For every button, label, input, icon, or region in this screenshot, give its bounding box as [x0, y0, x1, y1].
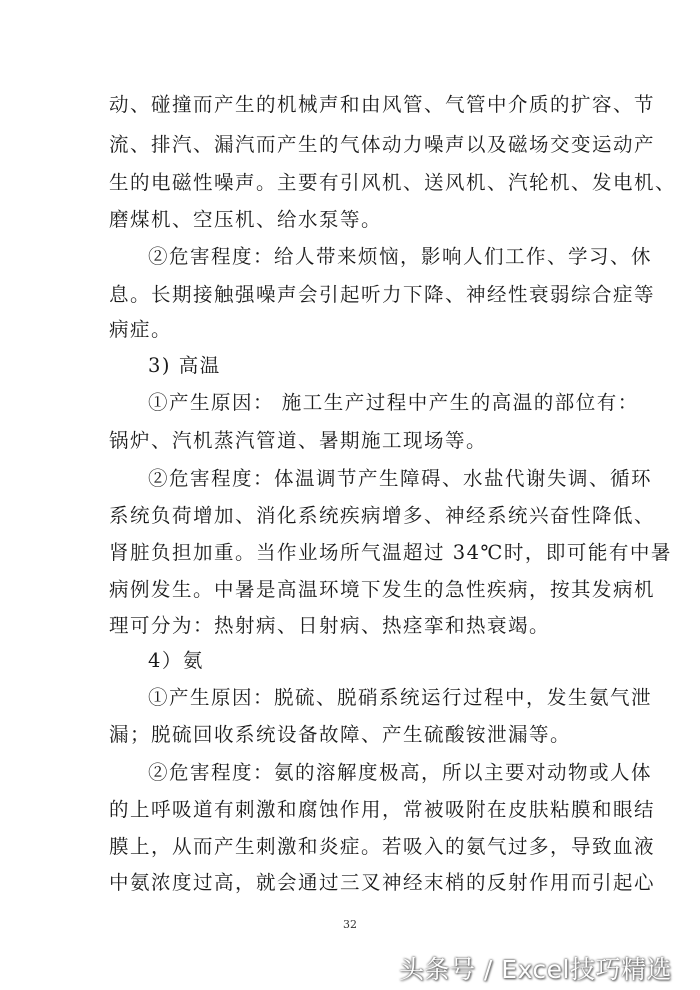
body-text-line: ②危害程度：氨的溶解度极高，所以主要对动物或人体 — [148, 761, 653, 784]
body-text-line: 流、排汽、漏汽而产生的气体动力噪声以及磁场交变运动产 — [109, 133, 656, 156]
body-text-line: 锅炉、汽机蒸汽管道、暑期施工现场等。 — [109, 429, 488, 452]
section-heading: 3) 高温 — [148, 354, 221, 377]
body-text-line: ①产生原因：脱硫、脱硝系统运行过程中，发生氨气泄 — [148, 686, 653, 709]
body-text-line: 动、碰撞而产生的机械声和由风管、气管中介质的扩容、节 — [109, 93, 656, 116]
body-text-line: ②危害程度：给人带来烦恼，影响人们工作、学习、休 — [148, 245, 653, 268]
body-text-line: 生的电磁性噪声。主要有引风机、送风机、汽轮机、发电机、 — [109, 171, 677, 194]
body-text-line: 病症。 — [109, 318, 173, 341]
body-text-line: 息。长期接触强噪声会引起听力下降、神经性衰弱综合症等 — [109, 283, 656, 306]
page-number: 32 — [343, 918, 357, 931]
body-text-line: 磨煤机、空压机、给水泵等。 — [109, 208, 383, 231]
watermark: 头条号 / Excel技巧精选 — [398, 955, 672, 984]
body-text-line: ②危害程度：体温调节产生障碍、水盐代谢失调、循环 — [148, 467, 653, 490]
body-text-line: 中氨浓度过高，就会通过三叉神经末梢的反射作用而引起心 — [109, 871, 656, 894]
body-text-line: 病例发生。中暑是高温环境下发生的急性疾病，按其发病机 — [109, 578, 656, 601]
body-text-line: 漏；脱硫回收系统设备故障、产生硫酸铵泄漏等。 — [109, 723, 572, 746]
body-text-line: 膜上，从而产生刺激和炎症。若吸入的氨气过多，导致血液 — [109, 835, 656, 858]
body-text-line: ①产生原因： 施工生产过程中产生的高温的部位有： — [148, 391, 639, 414]
body-text-line: 理可分为：热射病、日射病、热痉挛和热衰竭。 — [109, 614, 551, 637]
body-text-line: 系统负荷增加、消化系统疾病增多、神经系统兴奋性降低、 — [109, 504, 656, 527]
body-text-line: 肾脏负担加重。当作业场所气温超过 34℃时，即可能有中暑 — [109, 541, 672, 564]
section-heading: 4）氨 — [148, 649, 204, 672]
body-text-line: 的上呼吸道有刺激和腐蚀作用，常被吸附在皮肤粘膜和眼结 — [109, 798, 656, 821]
